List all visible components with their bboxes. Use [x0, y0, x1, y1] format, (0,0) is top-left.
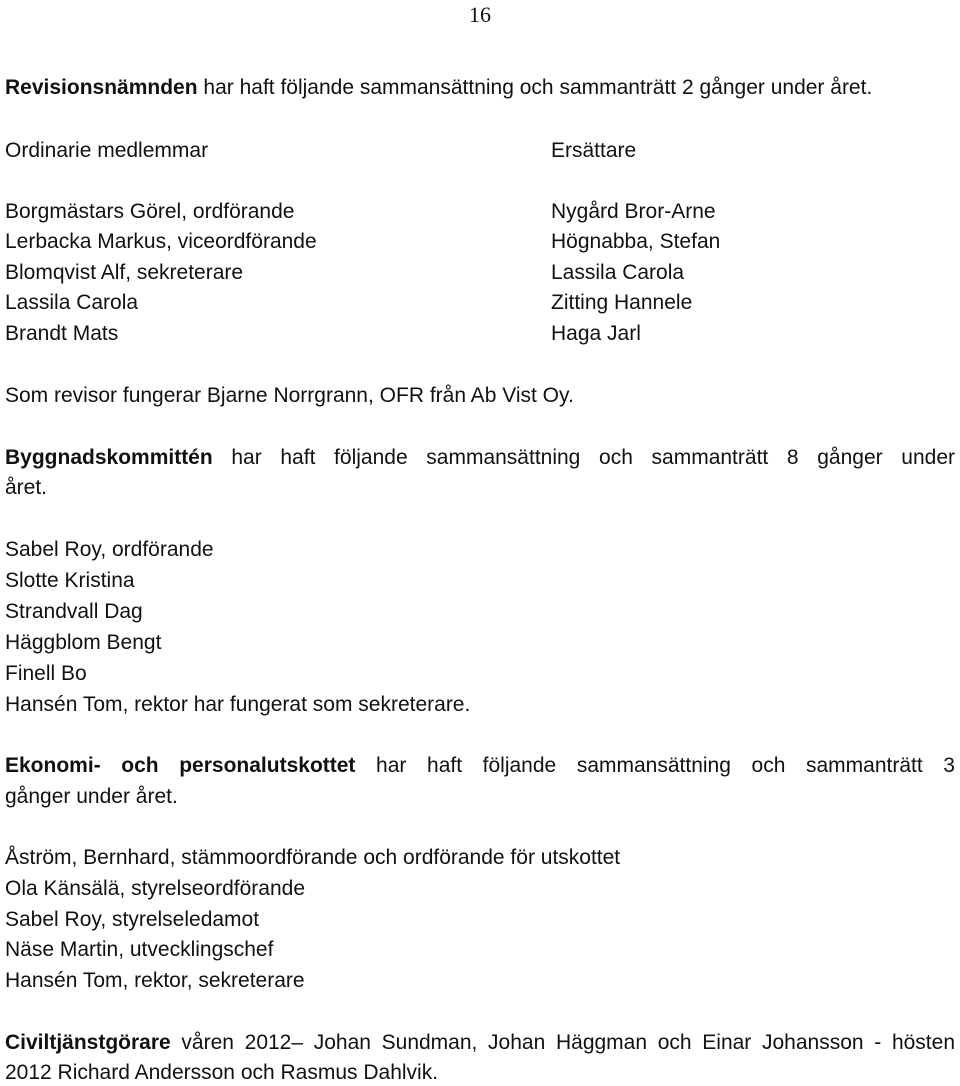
substitute-member: Lassila Carola: [551, 261, 685, 284]
building-heading-text: har haft följande sammansättning och sammanträtt 8 gånger under: [212, 446, 955, 469]
economy-member: Sabel Roy, styrelseledamot: [5, 908, 260, 931]
economy-member: Näse Martin, utvecklingschef: [5, 938, 274, 961]
building-heading: [5, 445, 955, 471]
revision-heading-bold: Revisionsnämnden: [5, 76, 198, 99]
building-heading-continued: året.: [5, 476, 48, 499]
building-member: Hansén Tom, rektor har fungerat som sekreterare.: [5, 693, 471, 716]
building-heading-bold: Byggnadskommittén: [5, 446, 213, 469]
economy-heading-bold: Ekonomi- och personalutskottet: [5, 754, 356, 777]
substitute-member: Zitting Hannele: [551, 291, 693, 314]
substitute-member: Haga Jarl: [551, 322, 641, 345]
civil-heading-bold: Civiltjänstgörare: [5, 1031, 171, 1054]
substitute-member: Högnabba, Stefan: [551, 230, 721, 253]
ordinary-members-title: Ordinarie medlemmar: [5, 139, 209, 162]
economy-member: Åström, Bernhard, stämmoordförande och ordförande för utskottet: [5, 846, 621, 869]
ordinary-member: Brandt Mats: [5, 322, 119, 345]
ordinary-member: Borgmästars Görel, ordförande: [5, 200, 295, 223]
building-member: Finell Bo: [5, 662, 87, 685]
building-member: Häggblom Bengt: [5, 631, 162, 654]
ordinary-member: Lassila Carola: [5, 291, 139, 314]
building-member: Strandvall Dag: [5, 600, 143, 623]
civil-text: våren 2012– Johan Sundman, Johan Häggman och Einar Johansson - hösten: [170, 1031, 955, 1054]
ordinary-member: Blomqvist Alf, sekreterare: [5, 261, 244, 284]
economy-heading-continued: gånger under året.: [5, 785, 178, 808]
substitutes-title: Ersättare: [551, 139, 637, 162]
revision-heading-text: har haft följande sammansättning och sammanträtt 2 gånger under året.: [197, 76, 873, 99]
civil-text-continued: 2012 Richard Andersson och Rasmus Dahlvik.: [5, 1061, 439, 1084]
economy-member: Ola Känsälä, styrelseordförande: [5, 877, 305, 900]
revision-heading: [5, 75, 872, 101]
economy-heading-text: har haft följande sammansättning och sammanträtt 3: [355, 754, 955, 777]
substitute-member: Nygård Bror-Arne: [551, 200, 716, 223]
economy-heading: [5, 753, 955, 779]
building-member: Sabel Roy, ordförande: [5, 538, 214, 561]
page-number: 16: [469, 2, 491, 27]
building-member: Slotte Kristina: [5, 569, 135, 592]
economy-member: Hansén Tom, rektor, sekreterare: [5, 969, 305, 992]
ordinary-member: Lerbacka Markus, viceordförande: [5, 230, 317, 253]
auditor-note: Som revisor fungerar Bjarne Norrgrann, OFR från Ab Vist Oy.: [5, 384, 574, 407]
civil-heading: [5, 1030, 955, 1056]
